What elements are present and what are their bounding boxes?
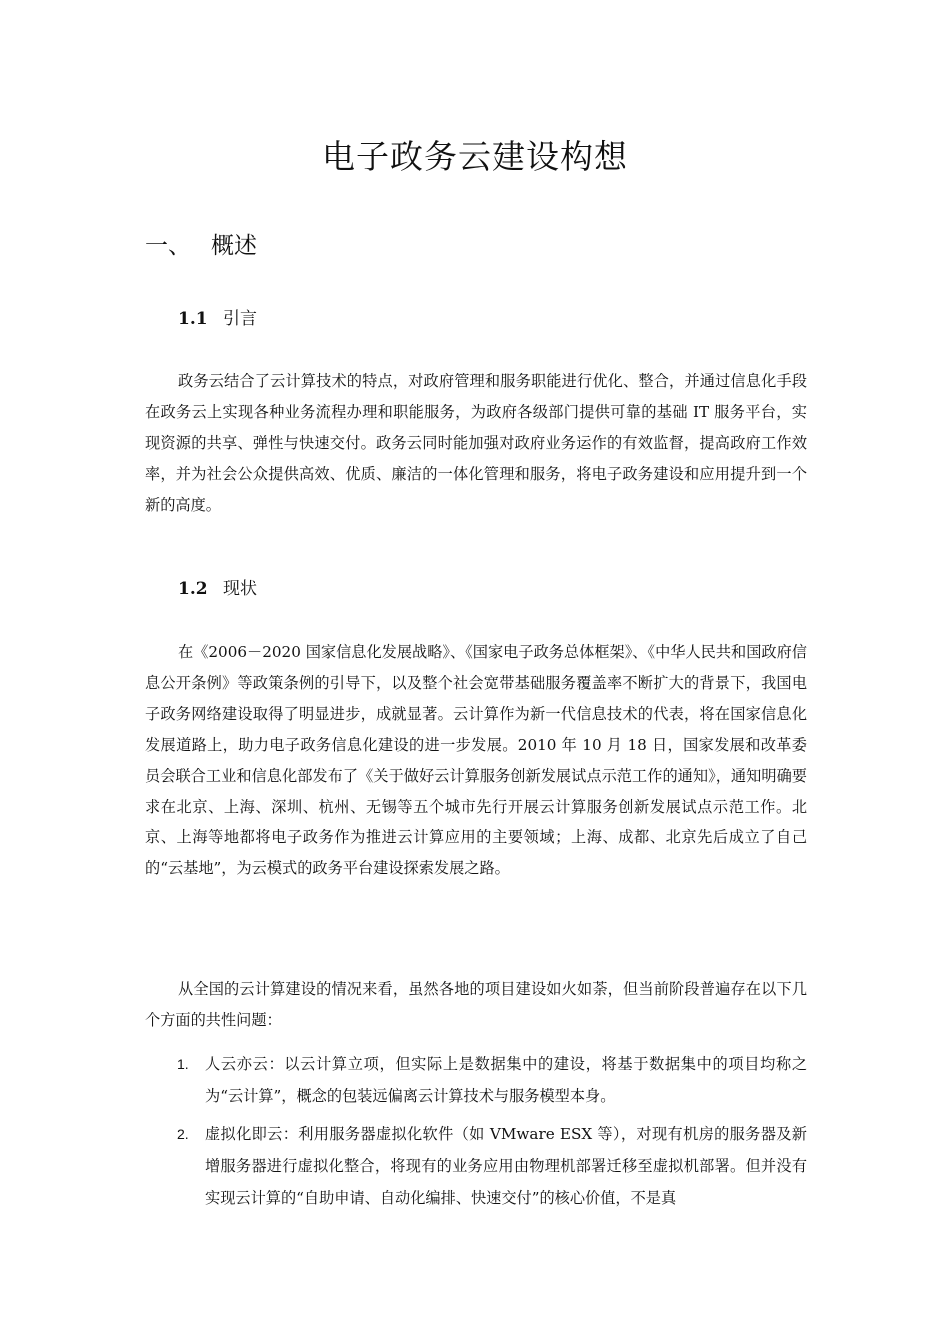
list-item xyxy=(145,1048,807,1112)
subsection-heading-status xyxy=(178,576,257,602)
section-heading-overview xyxy=(145,228,257,264)
section-title: 概述 xyxy=(211,233,257,259)
list-marker: 1. xyxy=(177,1056,189,1072)
list-item xyxy=(145,1118,807,1214)
status-paragraph: 在《2006－2020 国家信息化发展战略》、《国家电子政务总体框架》、《中华人民共和国政府信息公开条例》等政策条例的引导下，以及整个社会宽带基础服务覆盖率不断扩大的背景下，我国电子政务网络建设取得了明显进步，成就显著。云计算作为新一代信息技术的代表，将在国家信息化发展道路上，助力电子政务信息化建设的进一步发展。2010 年 10 月 18 日，国家发展和改革委员会联合工业和信息化部发布了《关于做好云计算服务创新发展试点示范工作的通知》，通知明确要求在北京、上海、深圳、杭州、无锡等五个城市先行开展云计算服务创新发展试点示范工作。北京、上海等地都将电子政务作为推进云计算应用的主要领域；上海、成都、北京先后成立了自己的“云基地”，为云模式的政务平台建设探索发展之路。 xyxy=(145,643,807,878)
subsection-title: 引言 xyxy=(223,309,257,329)
subsection-number: 1.2 xyxy=(178,579,208,599)
list-item-text: 人云亦云：以云计算立项，但实际上是数据集中的建设，将基于数据集中的项目均称之为“云计算”，概念的包装远偏离云计算技术与服务模型本身。 xyxy=(205,1055,807,1105)
list-marker: 2. xyxy=(177,1126,189,1142)
subsection-title: 现状 xyxy=(223,579,257,599)
subsection-number: 1.1 xyxy=(178,309,208,329)
list-item-text: 虚拟化即云：利用服务器虚拟化软件（如 VMware ESX 等），对现有机房的服务器及新增服务器进行虚拟化整合，将现有的业务应用由物理机部署迁移至虚拟机部署。但并没有实现云计算的“自助申请、自动化编排、快速交付”的核心价值，不是真 xyxy=(205,1125,807,1207)
issues-intro-paragraph: 从全国的云计算建设的情况来看，虽然各地的项目建设如火如荼，但当前阶段普遍存在以下几个方面的共性问题： xyxy=(145,980,807,1029)
issues-list xyxy=(145,1048,807,1220)
introduction-paragraph: 政务云结合了云计算技术的特点，对政府管理和服务职能进行优化、整合，并通过信息化手段在政务云上实现各种业务流程办理和职能服务，为政府各级部门提供可靠的基础 IT 服务平台，实现资源的共享、弹性与快速交付。政务云同时能加强对政府业务运作的有效监督，提高政府工作效率，并为社会公众提供高效、优质、廉洁的一体化管理和服务，将电子政务建设和应用提升到一个新的高度。 xyxy=(145,372,807,514)
subsection-heading-introduction xyxy=(178,306,257,332)
section-number: 一、 xyxy=(145,233,191,259)
document-title: 电子政务云建设构想 xyxy=(322,137,628,176)
